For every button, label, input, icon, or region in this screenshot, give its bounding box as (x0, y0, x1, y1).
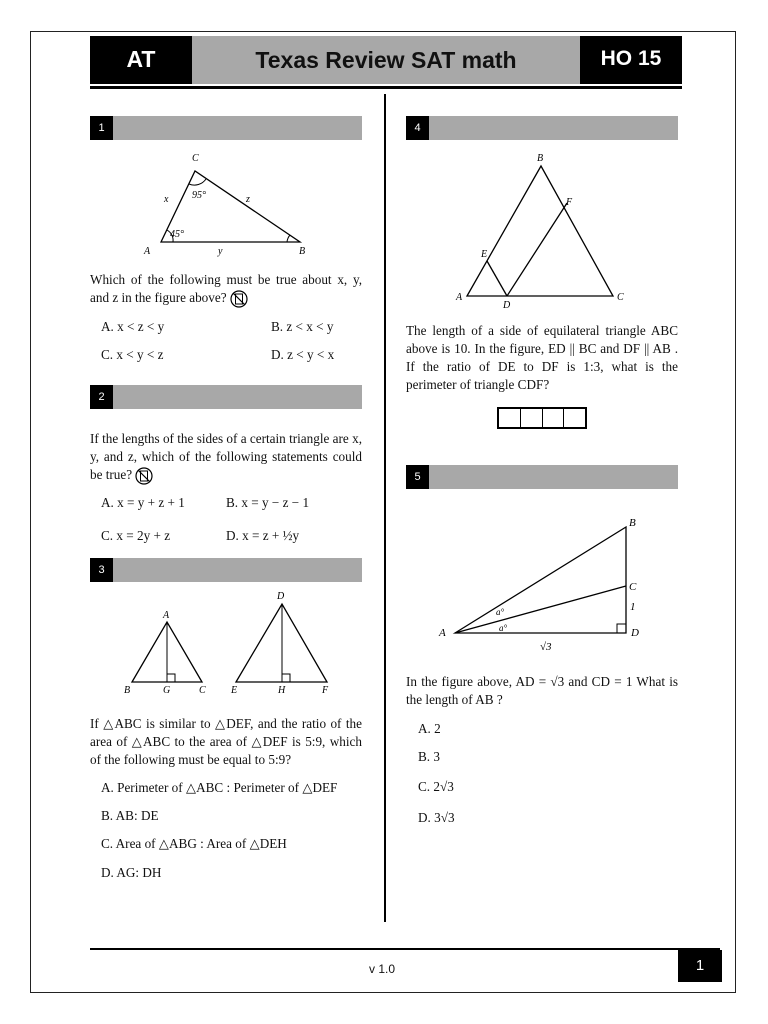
q4-label-B: B (537, 153, 544, 164)
footer-rule (90, 948, 720, 950)
header-left-tag: AT (90, 36, 192, 84)
q3-option-c[interactable]: C. Area of △ABG : Area of △DEH (101, 836, 287, 851)
version-label: v 1.0 (368, 962, 395, 976)
q2-option-c[interactable]: C. x = 2y + z (101, 528, 171, 543)
column-divider (384, 94, 386, 922)
question-2-bar (90, 385, 362, 409)
q5-angle-a2: a° (499, 623, 508, 633)
q3-label-F: F (322, 685, 329, 696)
q5-length-AD: √3 (540, 641, 552, 653)
q3-label-B: B (124, 685, 131, 696)
question-3-number: 3 (90, 558, 113, 582)
q5-option-a[interactable]: A. 2 (418, 721, 441, 736)
question-2-text: If the lengths of the sides of a certain triangle are x, y, and z, which of the following statements could be true? (90, 430, 362, 485)
q1-label-z: z (246, 194, 250, 205)
q2-option-b[interactable]: B. x = y − z − 1 (226, 495, 310, 510)
q2-option-d[interactable]: D. x = z + ½y (226, 528, 300, 543)
question-3-bar (90, 558, 362, 582)
question-5-bar (406, 465, 678, 489)
q3-label-H: H (278, 685, 286, 696)
q5-option-b[interactable]: B. 3 (418, 749, 440, 764)
page-title: Texas Review SAT math (255, 47, 517, 73)
q4-label-D: D (503, 300, 511, 311)
question-4-bar (406, 116, 678, 140)
q4-label-A: A (456, 292, 463, 303)
q2-option-a[interactable]: A. x = y + z + 1 (101, 495, 185, 510)
q3-label-D: D (277, 591, 285, 602)
q4-label-F: F (566, 197, 573, 208)
question-1-figure (140, 148, 320, 260)
header-right-tag: HO 15 (580, 36, 682, 84)
question-3-text: If △ABC is similar to △DEF, and the ratio of the area of △ABC to the area of △DEF is 5:9, which of the following must be equal to 5:9? (90, 716, 362, 767)
q5-length-CD: 1 (630, 601, 636, 613)
q1-option-d[interactable]: D. z < y < x (271, 347, 335, 362)
question-1-bar (90, 116, 362, 140)
header-rule (90, 86, 682, 89)
question-1-number: 1 (90, 116, 113, 140)
q1-angle-A: 45° (170, 229, 184, 240)
grid-in-answer-boxes[interactable] (497, 407, 587, 429)
q4-label-E: E (481, 249, 488, 260)
question-4-figure (450, 148, 640, 316)
q5-option-c[interactable]: C. 2√3 (418, 779, 454, 794)
question-5-number: 5 (406, 465, 429, 489)
page-number: 1 (678, 950, 722, 982)
q3-option-d[interactable]: D. AG: DH (101, 865, 162, 880)
q1-option-b[interactable]: B. z < x < y (271, 319, 334, 334)
q1-option-c[interactable]: C. x < y < z (101, 347, 164, 362)
q5-label-C: C (629, 581, 637, 593)
q3-option-a[interactable]: A. Perimeter of △ABC : Perimeter of △DEF (101, 780, 338, 795)
question-5-text: In the figure above, AD = √3 and CD = 1 What is the length of AB ? (406, 674, 678, 707)
question-2-number: 2 (90, 385, 113, 409)
question-3-figure (116, 588, 346, 700)
answer-box[interactable] (521, 409, 543, 427)
question-5-figure (436, 512, 676, 658)
no-calculator-icon (230, 290, 248, 308)
question-4-number: 4 (406, 116, 429, 140)
q3-label-C: C (199, 685, 206, 696)
q5-label-D: D (631, 627, 639, 639)
answer-box[interactable] (499, 409, 521, 427)
question-1-text: Which of the following must be true about x, y, and z in the figure above? (90, 271, 362, 308)
q1-label-y: y (218, 246, 223, 257)
answer-box[interactable] (564, 409, 585, 427)
q3-label-G: G (163, 685, 171, 696)
q1-label-x: x (164, 194, 169, 205)
answer-box[interactable] (543, 409, 565, 427)
q1-option-a[interactable]: A. x < z < y (101, 319, 165, 334)
question-4-text: The length of a side of equilateral triangle ABC above is 10. In the figure, ED || BC and DF || AB . If the ratio of DE to DF is 1:3, what is the perimeter of triangle CDF? (406, 323, 678, 392)
no-calculator-icon (135, 467, 153, 485)
q1-angle-C: 95° (192, 190, 206, 201)
q1-label-A: A (144, 246, 151, 257)
q3-label-A: A (163, 610, 170, 621)
q5-angle-a1: a° (496, 607, 505, 617)
q1-label-C: C (192, 153, 199, 164)
q1-label-B: B (299, 246, 306, 257)
q3-option-b[interactable]: B. AB: DE (101, 808, 159, 823)
q5-label-A: A (439, 627, 446, 639)
q4-label-C: C (617, 292, 624, 303)
q3-label-E: E (231, 685, 238, 696)
q5-label-B: B (629, 517, 636, 529)
header-banner (90, 36, 682, 84)
q5-option-d[interactable]: D. 3√3 (418, 810, 455, 825)
